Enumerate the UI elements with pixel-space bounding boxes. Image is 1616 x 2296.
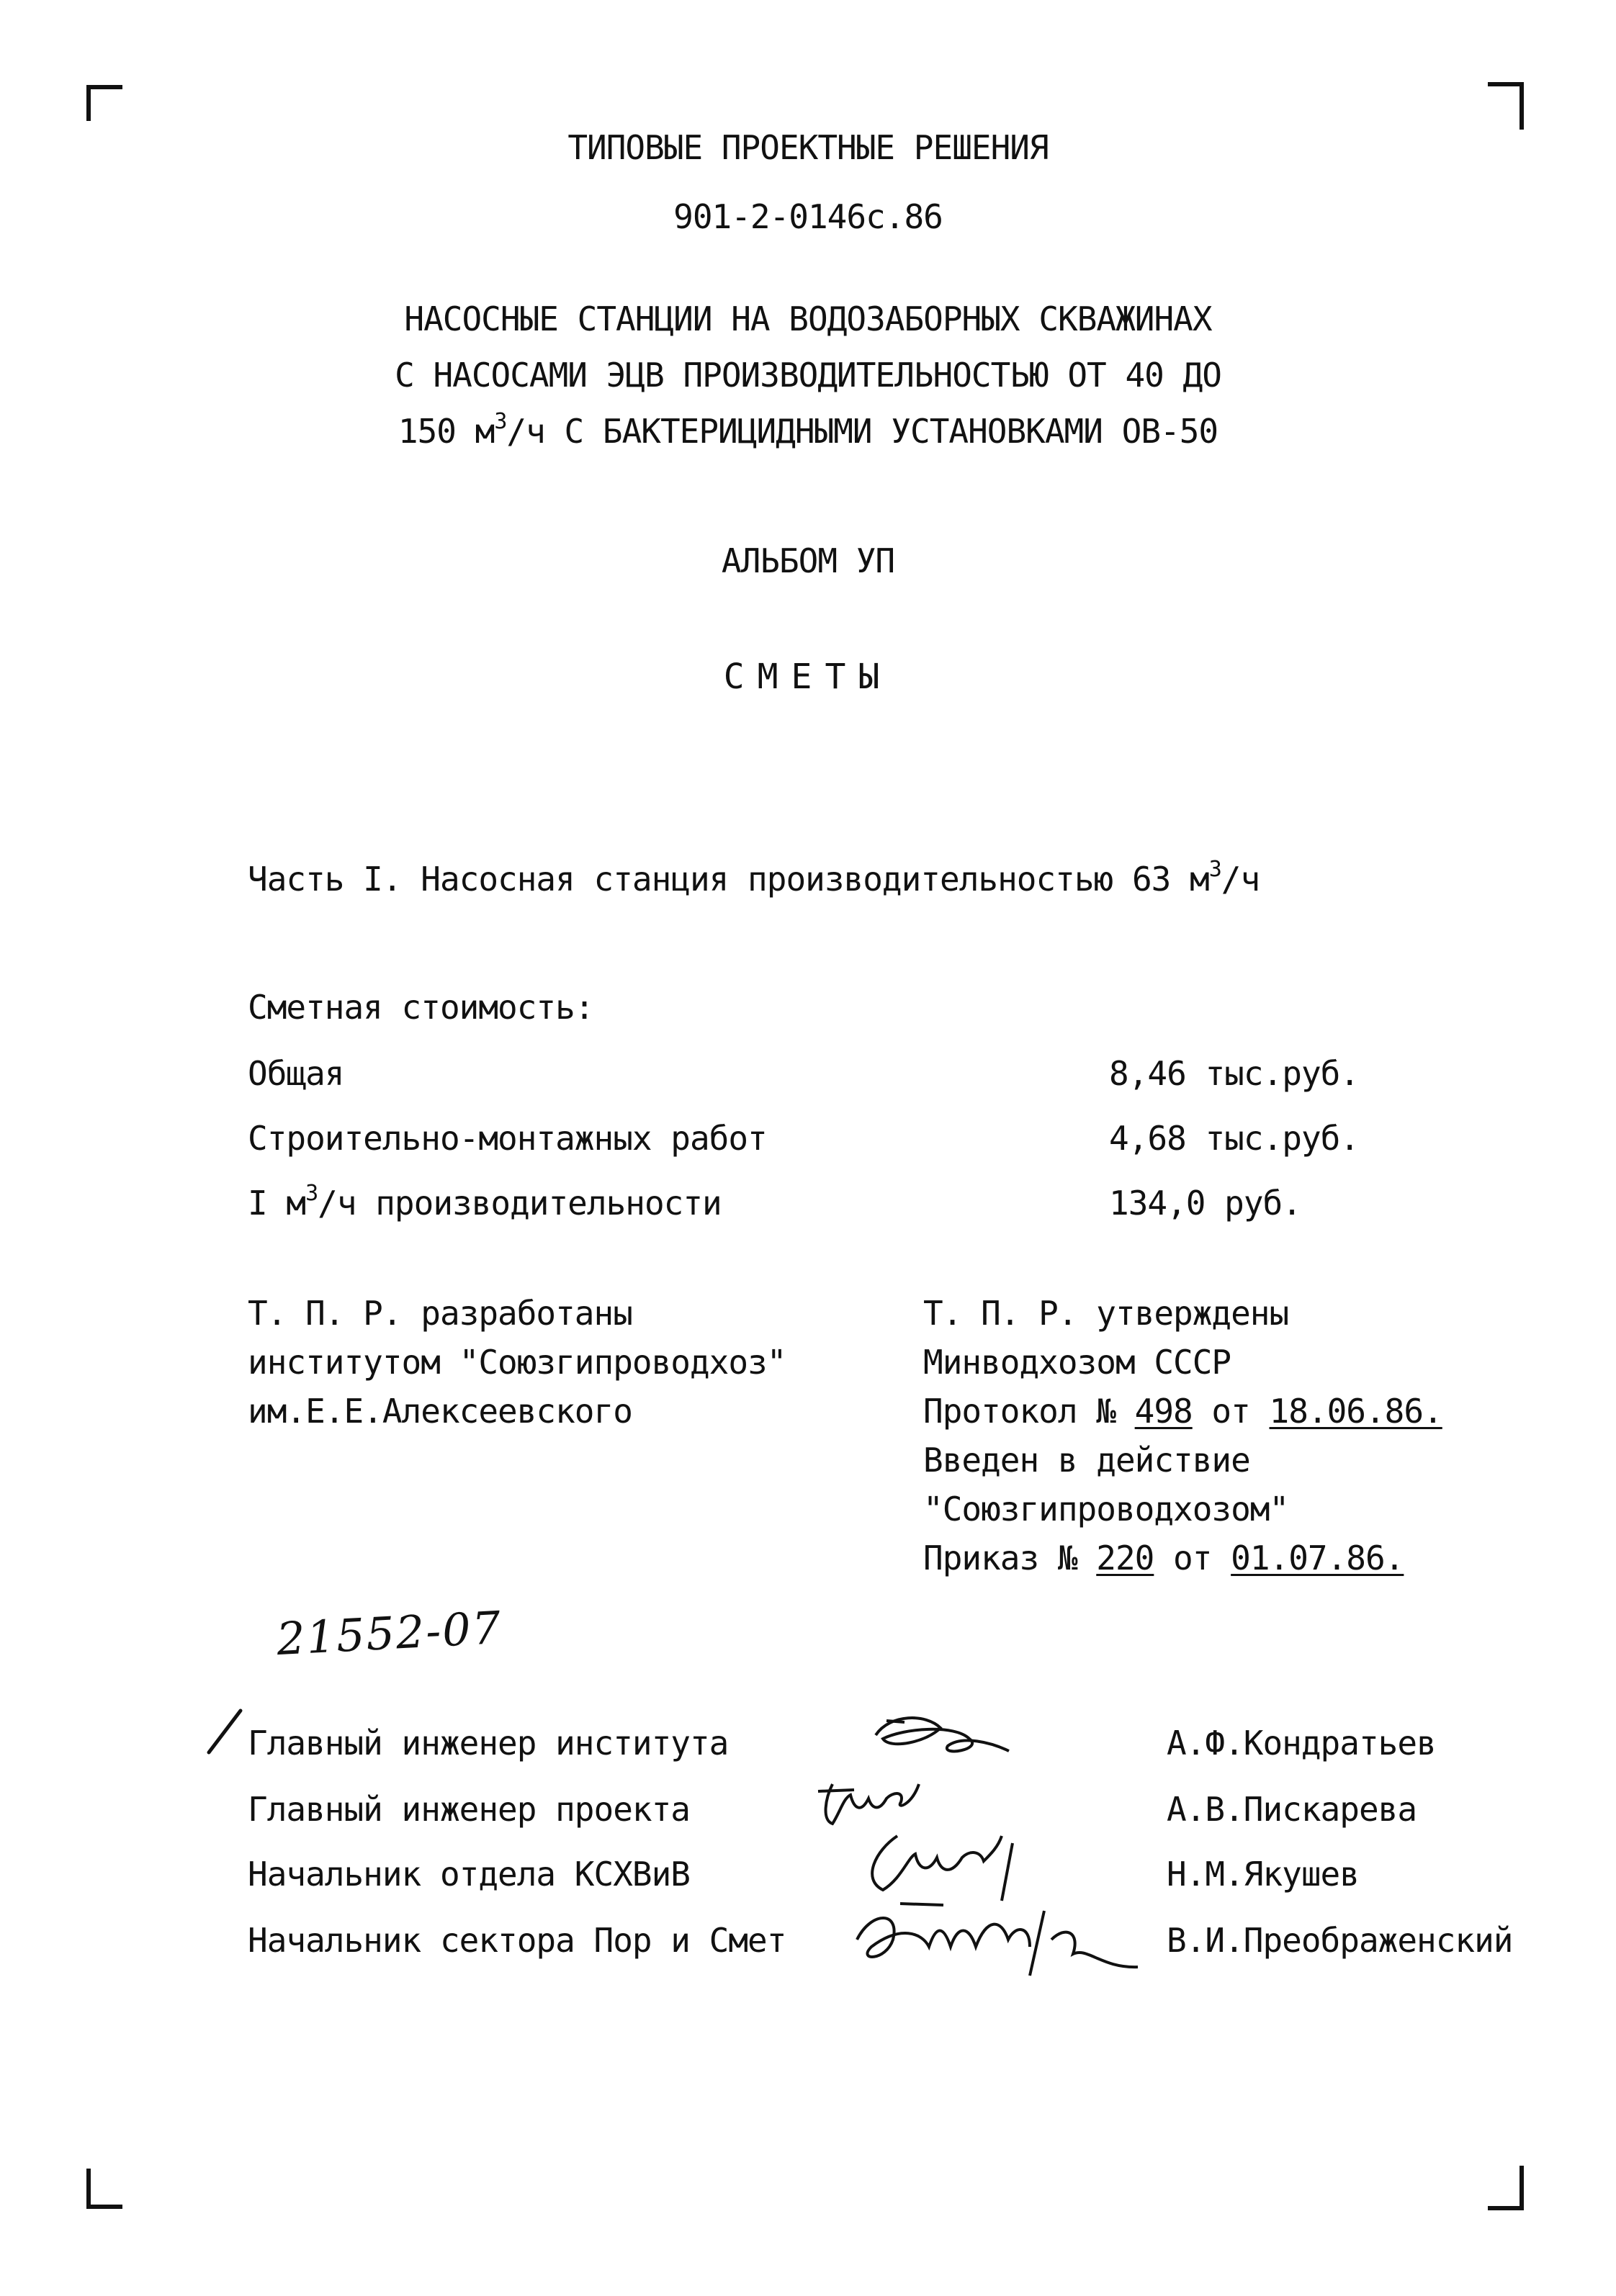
developer-line-3: им.Е.Е.Алексеевского xyxy=(248,1392,632,1431)
cost-label-construction: Строительно-монтажных работ xyxy=(248,1119,767,1158)
approval-line-1: Т. П. Р. утверждены xyxy=(923,1294,1289,1333)
developer-line-2: институтом "Союзгипроводхоз" xyxy=(248,1343,786,1382)
signatory-name-4: В.И.Преображенский xyxy=(1167,1921,1513,1960)
document-heading xyxy=(0,291,1616,459)
handwritten-slash-mark xyxy=(203,1706,246,1757)
protocol-from: от xyxy=(1192,1392,1270,1431)
album-title: АЛЬБОМ УП xyxy=(721,541,895,580)
signature-1 xyxy=(861,1706,1020,1771)
cost-label-per-capacity-pre: I м xyxy=(248,1184,306,1223)
heading-line-2: С НАСОСАМИ ЭЦВ ПРОИЗВОДИТЕЛЬНОСТЬЮ ОТ 40 ДО xyxy=(395,356,1221,395)
signatory-role-1: Главный инженер института xyxy=(248,1724,729,1762)
protocol-date: 18.06.86. xyxy=(1269,1392,1442,1431)
part-suffix: /ч xyxy=(1221,860,1260,899)
crop-mark-top-right xyxy=(1488,82,1524,130)
developer-line-1: Т. П. Р. разработаны xyxy=(248,1294,632,1333)
approval-block xyxy=(923,1289,1442,1583)
protocol-number: 498 xyxy=(1134,1392,1193,1431)
cost-heading: Сметная стоимость: xyxy=(248,988,594,1027)
cost-label-per-capacity xyxy=(248,1181,722,1223)
part-title xyxy=(248,857,1260,899)
document-type: СМЕТЫ xyxy=(723,657,893,697)
order-from: от xyxy=(1154,1539,1231,1577)
signatory-role-2: Главный инженер проекта xyxy=(248,1790,690,1829)
series-title: ТИПОВЫЕ ПРОЕКТНЫЕ РЕШЕНИЯ xyxy=(567,128,1049,167)
cost-value-construction: 4,68 тыс.руб. xyxy=(1109,1119,1360,1158)
heading-line-3 xyxy=(0,403,1616,459)
order-label: Приказ № xyxy=(923,1539,1097,1577)
cost-label-per-capacity-sup: 3 xyxy=(305,1181,318,1206)
heading-line-3-end: /ч С БАКТЕРИЦИДНЫМИ УСТАНОВКАМИ ОВ-50 xyxy=(506,412,1218,451)
signature-3 xyxy=(847,1822,1049,1908)
cost-value-total: 8,46 тыс.руб. xyxy=(1109,1054,1360,1093)
approval-line-2: Минводхозом СССР xyxy=(923,1343,1231,1382)
signatory-role-4: Начальник сектора Пор и Смет xyxy=(248,1921,786,1960)
part-text: Часть I. Насосная станция производительностью 63 м xyxy=(248,860,1209,899)
protocol-label: Протокол № xyxy=(923,1392,1135,1431)
cost-label-per-capacity-post: /ч производительности xyxy=(318,1184,722,1223)
signatory-name-1: А.Ф.Кондратьев xyxy=(1167,1724,1436,1762)
approval-line-5: "Союзгипроводхозом" xyxy=(923,1490,1289,1529)
approval-protocol xyxy=(923,1387,1442,1436)
part-sup: 3 xyxy=(1208,857,1221,882)
heading-line-3-start: 150 м xyxy=(398,412,495,451)
cost-label-total: Общая xyxy=(248,1054,344,1093)
heading-line-3-sup: 3 xyxy=(494,409,507,434)
approval-order xyxy=(923,1534,1442,1583)
order-number: 220 xyxy=(1096,1539,1154,1577)
document-code: 901-2-0146с.86 xyxy=(673,197,943,236)
cost-value-per-capacity: 134,0 руб. xyxy=(1109,1184,1301,1223)
signatory-role-3: Начальник отдела КСХВиВ xyxy=(248,1855,690,1894)
approval-line-4: Введен в действие xyxy=(923,1441,1250,1480)
order-date: 01.07.86. xyxy=(1231,1539,1404,1577)
crop-mark-bottom-right xyxy=(1488,2166,1524,2210)
signatory-name-2: А.В.Пискарева xyxy=(1167,1790,1417,1829)
signatory-name-3: Н.М.Якушев xyxy=(1167,1855,1359,1894)
handwritten-number: 21552-07 xyxy=(275,1601,503,1666)
crop-mark-top-left xyxy=(86,85,122,121)
heading-line-1: НАСОСНЫЕ СТАНЦИИ НА ВОДОЗАБОРНЫХ СКВАЖИНАХ xyxy=(404,300,1212,338)
signature-4 xyxy=(814,1896,1152,1983)
crop-mark-bottom-left xyxy=(86,2169,122,2209)
developer-block xyxy=(248,1289,786,1436)
